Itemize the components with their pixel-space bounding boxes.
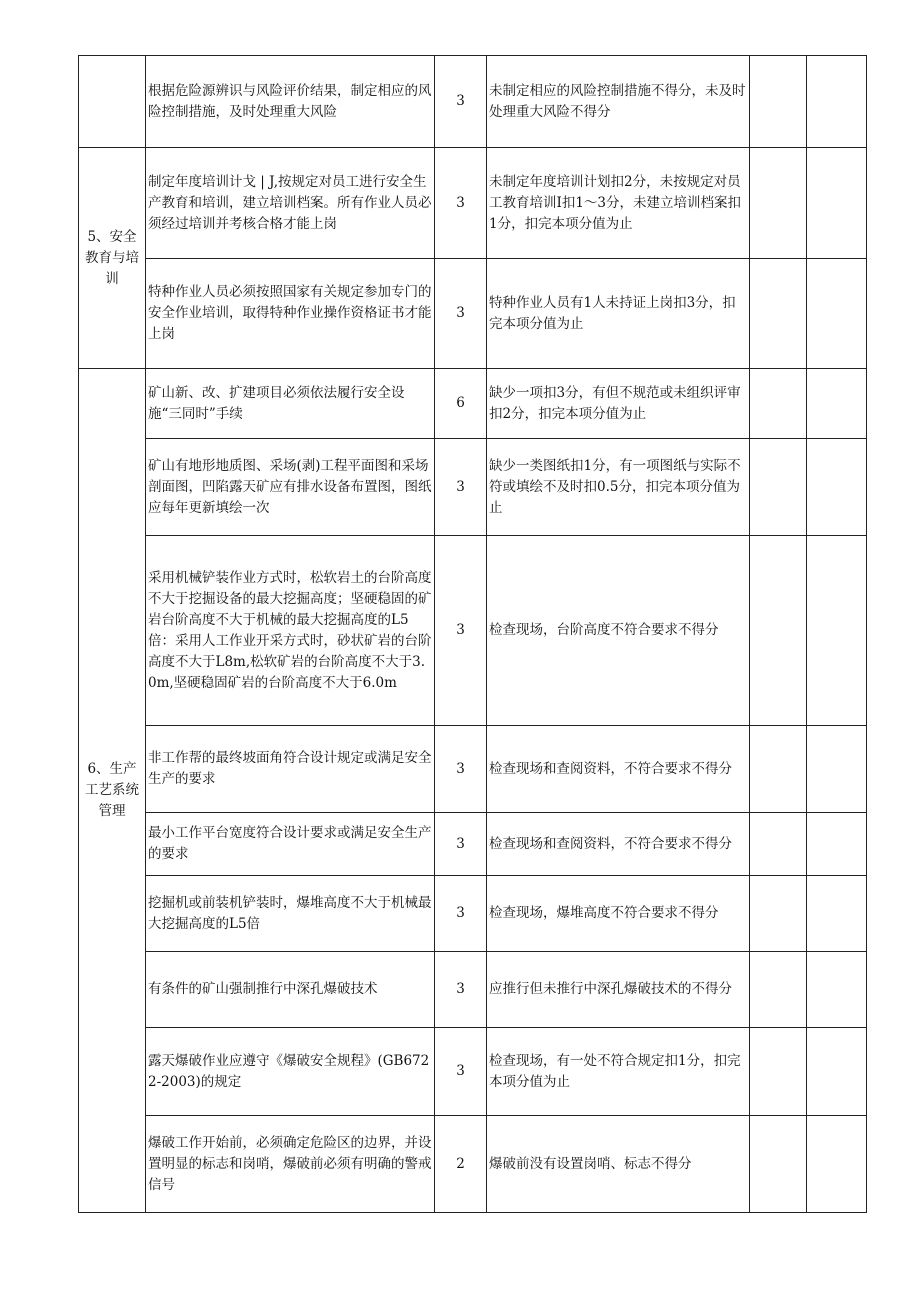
score-cell: 3	[435, 726, 487, 813]
empty-cell	[807, 726, 867, 813]
standard-cell: 检查现场，台阶高度不符合要求不得分	[487, 536, 750, 726]
requirement-cell: 露天爆破作业应遵守《爆破安全规程》(GB6722-2003)的规定	[146, 1028, 435, 1116]
score-cell: 3	[435, 1028, 487, 1116]
score-cell: 3	[435, 952, 487, 1028]
requirement-cell: 挖掘机或前装机铲装时，爆堆高度不大于机械最大挖掘高度的L5倍	[146, 876, 435, 952]
score-cell: 3	[435, 813, 487, 876]
standard-cell: 未制定相应的风险控制措施不得分，未及时处理重大风险不得分	[487, 56, 750, 148]
score-cell: 6	[435, 369, 487, 439]
empty-cell	[807, 952, 867, 1028]
table-row	[79, 876, 867, 952]
empty-cell	[750, 1028, 807, 1116]
requirement-cell: 爆破工作开始前，必须确定危险区的边界，并设置明显的标志和岗哨，爆破前必须有明确的警戒信号	[146, 1116, 435, 1213]
table-row	[79, 259, 867, 369]
standard-cell: 未制定年度培训计划扣2分，未按规定对员工教育培训I扣1～3分，未建立培训档案扣1分，扣完本项分值为止	[487, 148, 750, 259]
score-cell: 3	[435, 56, 487, 148]
score-cell: 3	[435, 876, 487, 952]
category-cell	[79, 56, 146, 148]
empty-cell	[807, 876, 867, 952]
requirement-cell: 最小工作平台宽度符合设计要求或满足安全生产的要求	[146, 813, 435, 876]
empty-cell	[750, 1116, 807, 1213]
empty-cell	[807, 536, 867, 726]
requirement-cell: 有条件的矿山强制推行中深孔爆破技术	[146, 952, 435, 1028]
empty-cell	[750, 148, 807, 259]
requirement-cell: 非工作帮的最终坡面角符合设计规定或满足安全生产的要求	[146, 726, 435, 813]
category-cell: 6、生产工艺系统管理	[79, 369, 146, 1213]
table-row	[79, 439, 867, 536]
standard-cell: 检查现场，爆堆高度不符合要求不得分	[487, 876, 750, 952]
table-row	[79, 369, 867, 439]
empty-cell	[750, 952, 807, 1028]
category-cell: 5、安全教育与培训	[79, 148, 146, 369]
requirement-cell: 采用机械铲装作业方式时，松软岩土的台阶高度不大于挖掘设备的最大挖掘高度；坚硬稳固的矿岩台阶高度不大于机械的最大挖掘高度的L5倍：采用人工作业开采方式时，砂状矿岩的台阶高度不大于L8m,松软矿岩的台阶高度不大于3.0m,坚硬稳固矿岩的台阶高度不大于6.0m	[146, 536, 435, 726]
score-cell: 2	[435, 1116, 487, 1213]
empty-cell	[807, 148, 867, 259]
empty-cell	[807, 369, 867, 439]
standard-cell: 检查现场和查阅资料，不符合要求不得分	[487, 813, 750, 876]
standard-cell: 应推行但未推行中深孔爆破技术的不得分	[487, 952, 750, 1028]
empty-cell	[750, 56, 807, 148]
table-row	[79, 536, 867, 726]
score-cell: 3	[435, 148, 487, 259]
empty-cell	[750, 439, 807, 536]
empty-cell	[750, 876, 807, 952]
empty-cell	[807, 56, 867, 148]
empty-cell	[807, 1116, 867, 1213]
requirement-cell: 特种作业人员必须按照国家有关规定参加专门的安全作业培训，取得特种作业操作资格证书才能上岗	[146, 259, 435, 369]
standard-cell: 特种作业人员有1人未持证上岗扣3分，扣完本项分值为止	[487, 259, 750, 369]
table-row	[79, 148, 867, 259]
score-cell: 3	[435, 439, 487, 536]
requirement-cell: 矿山有地形地质图、采场(剥)工程平面图和采场剖面图，凹陷露天矿应有排水设备布置图，图纸应每年更新填绘一次	[146, 439, 435, 536]
standard-cell: 缺少一类图纸扣1分，有一项图纸与实际不符或填绘不及时扣0.5分，扣完本项分值为止	[487, 439, 750, 536]
empty-cell	[750, 813, 807, 876]
standard-cell: 检查现场和查阅资料，不符合要求不得分	[487, 726, 750, 813]
table-row	[79, 726, 867, 813]
empty-cell	[750, 369, 807, 439]
requirement-cell: 制定年度培训计戈 | J,按规定对员工进行安全生产教育和培训，建立培训档案。所有作业人员必须经过培训并考核合格才能上岗	[146, 148, 435, 259]
table-row	[79, 813, 867, 876]
empty-cell	[750, 726, 807, 813]
empty-cell	[750, 536, 807, 726]
table-row	[79, 56, 867, 148]
empty-cell	[807, 439, 867, 536]
table-row	[79, 1116, 867, 1213]
score-cell: 3	[435, 259, 487, 369]
evaluation-table	[78, 55, 867, 1213]
empty-cell	[807, 1028, 867, 1116]
standard-cell: 缺少一项扣3分，有但不规范或未组织评审扣2分，扣完本项分值为止	[487, 369, 750, 439]
standard-cell: 爆破前没有设置岗哨、标志不得分	[487, 1116, 750, 1213]
table-row	[79, 1028, 867, 1116]
empty-cell	[807, 259, 867, 369]
empty-cell	[807, 813, 867, 876]
requirement-cell: 矿山新、改、扩建项目必须依法履行安全设施“三同时”手续	[146, 369, 435, 439]
table-row	[79, 952, 867, 1028]
requirement-cell: 根据危险源辨识与风险评价结果，制定相应的风险控制措施，及时处理重大风险	[146, 56, 435, 148]
standard-cell: 检查现场，有一处不符合规定扣1分，扣完本项分值为止	[487, 1028, 750, 1116]
empty-cell	[750, 259, 807, 369]
score-cell: 3	[435, 536, 487, 726]
